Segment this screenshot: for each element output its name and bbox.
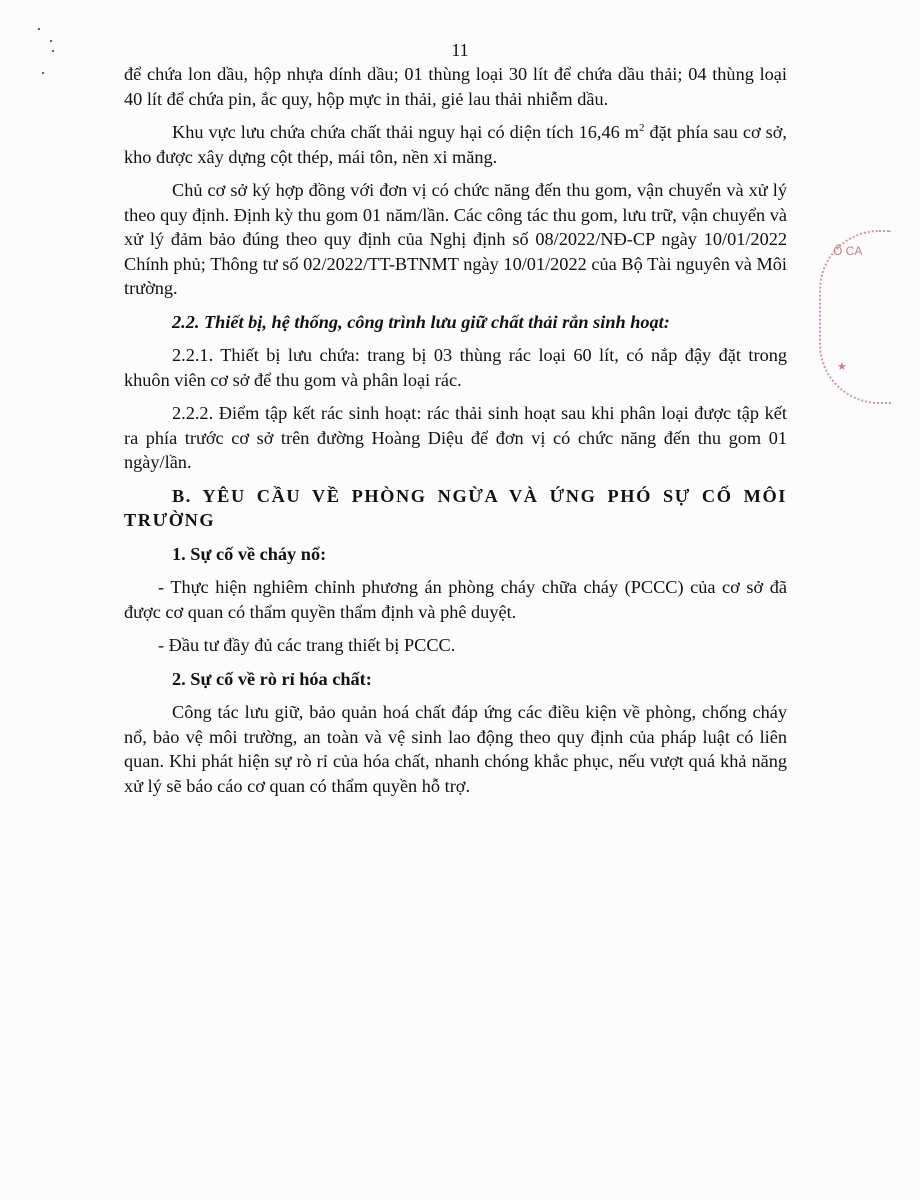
heading-section-b: B. YÊU CẦU VỀ PHÒNG NGỪA VÀ ỨNG PHÓ SỰ CỐ MÔI TRƯỜNG bbox=[124, 485, 787, 530]
paragraph-hazardous-containers: để chứa lon dầu, hộp nhựa dính dầu; 01 thùng loại 30 lít để chứa dầu thải; 04 thùng loại 40 lít để chứa pin, ắc quy, hộp mực in thải, giẻ lau thải nhiễm dầu. bbox=[124, 64, 787, 109]
paragraph-2-2-2: 2.2.2. Điểm tập kết rác sinh hoạt: rác thải sinh hoạt sau khi phân loại được tập kết ra phía trước cơ sở trên đường Hoàng Diệu để đơn vị có chức năng đến thu gom 01 ngày/lần. bbox=[124, 403, 787, 472]
page-number: 11 bbox=[451, 40, 469, 60]
heading-2-2: 2.2. Thiết bị, hệ thống, công trình lưu giữ chất thải rắn sinh hoạt: bbox=[172, 311, 670, 332]
paragraph-storage-area: Khu vực lưu chứa chứa chất thải nguy hại có diện tích 16,46 $m^2$ đặt phía sau cơ sở, kho được xây dựng cột thép, mái tôn, nền xi măng. bbox=[124, 121, 787, 167]
document-body bbox=[124, 62, 787, 807]
paragraph-chemical-storage: Công tác lưu giữ, bảo quản hoá chất đáp ứng các điều kiện về phòng, chống cháy nổ, bảo vệ môi trường, an toàn và vệ sinh lao động theo quy định của pháp luật có liên quan. Khi phát hiện sự rò rỉ của hóa chất, nhanh chóng khắc phục, nếu vượt quá khả năng xử lý sẽ báo cáo cơ quan có thẩm quyền hỗ trợ. bbox=[124, 702, 787, 796]
paragraph-contract-collection: Chủ cơ sở ký hợp đồng với đơn vị có chức năng đến thu gom, vận chuyển và xử lý theo quy định. Định kỳ thu gom 01 năm/lần. Các công tác thu gom, lưu trữ, vận chuyển và xử lý đảm bảo đúng theo quy định của Nghị định số 08/2022/NĐ-CP ngày 10/01/2022 Chính phủ; Thông tư số 02/2022/TT-BTNMT ngày 10/01/2022 của Bộ Tài nguyên và Môi trường. bbox=[124, 180, 787, 298]
stamp-star-icon: ★ bbox=[837, 361, 847, 373]
stamp-text: Ổ CA bbox=[833, 244, 863, 258]
bullet-fire-equipment: - Đầu tư đầy đủ các trang thiết bị PCCC. bbox=[158, 635, 456, 655]
heading-chemical-leak: 2. Sự cố về rò rỉ hóa chất: bbox=[172, 668, 372, 689]
official-stamp-fragment bbox=[819, 230, 891, 404]
paragraph-2-2-1: 2.2.1. Thiết bị lưu chứa: trang bị 03 thùng rác loại 60 lít, có nắp đậy đặt trong khuôn viên cơ sở để thu gom và phân loại rác. bbox=[124, 345, 787, 390]
bullet-fire-plan: - Thực hiện nghiêm chỉnh phương án phòng cháy chữa cháy (PCCC) của cơ sở đã được cơ quan có thẩm quyền thẩm định và phê duyệt. bbox=[124, 577, 787, 622]
heading-fire-incident: 1. Sự cố về cháy nổ: bbox=[172, 543, 327, 564]
superscript-2: 2 bbox=[639, 121, 645, 134]
